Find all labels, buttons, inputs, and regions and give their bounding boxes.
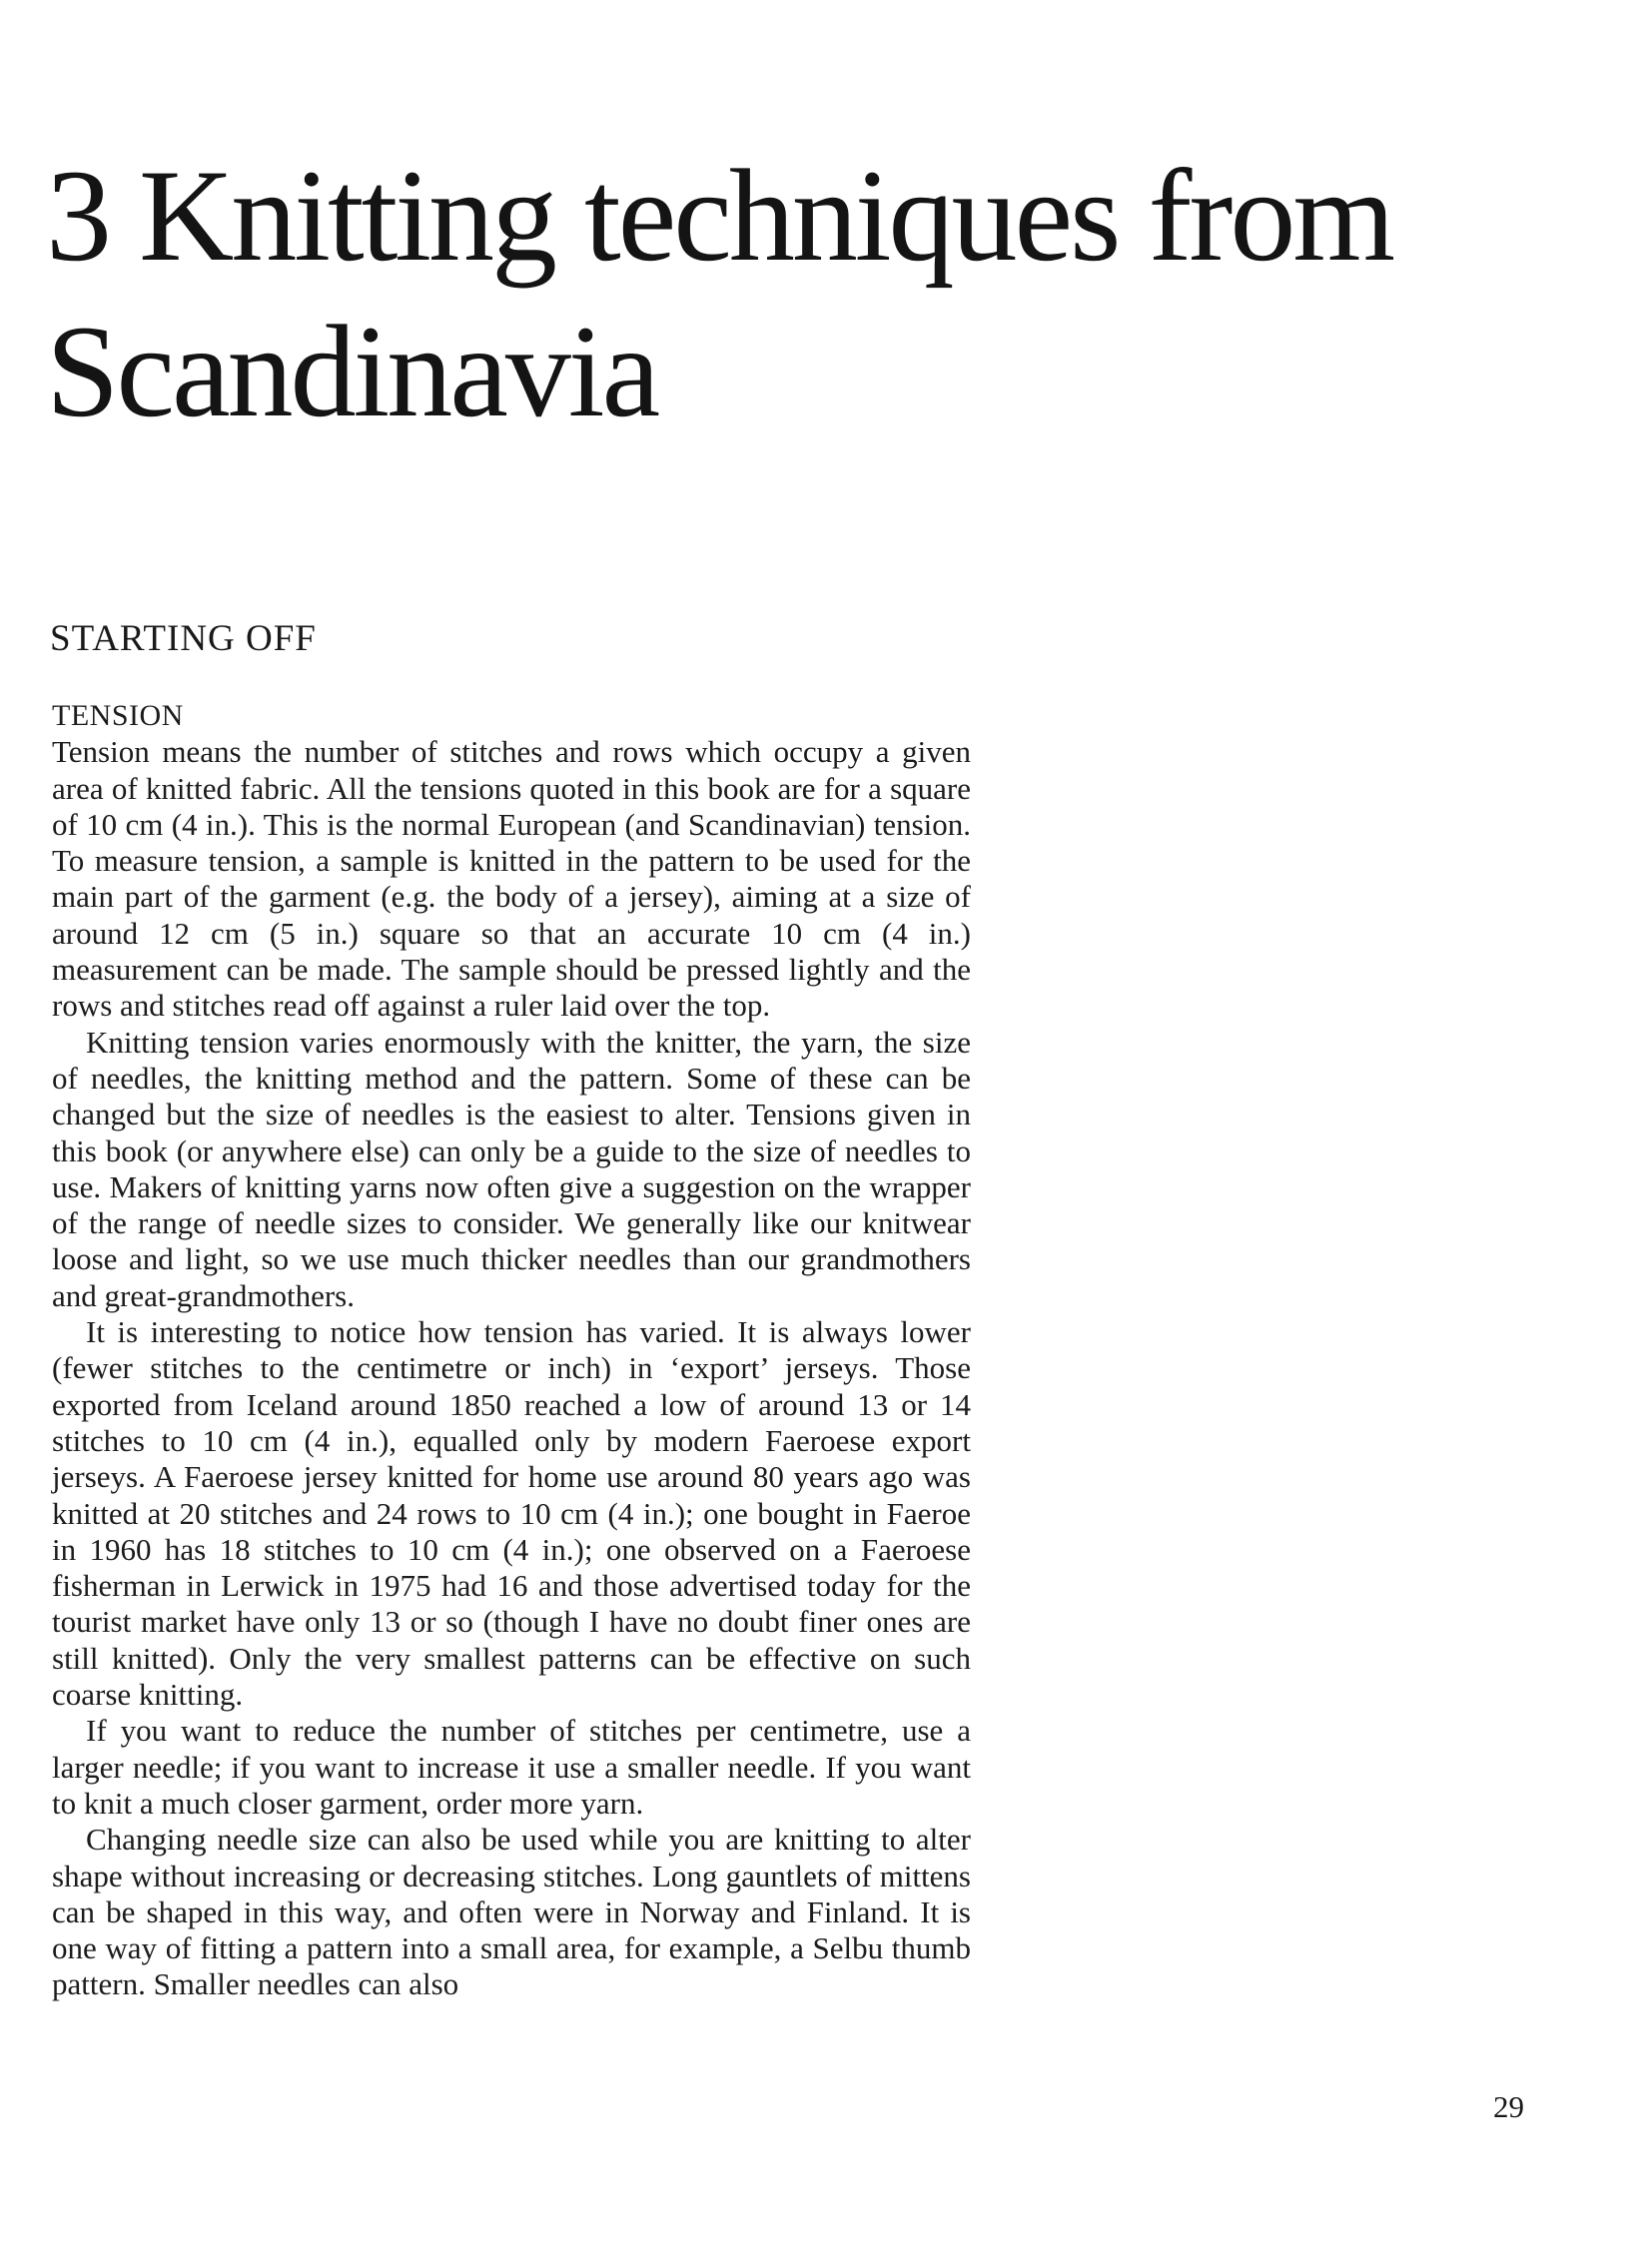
paragraph: Changing needle size can also be used while you are knitting to alter shape without increasing or decreasing stitches. Long gauntlets of mittens can be shaped in this way, and often were in Norway and Finland. It is one way of fitting a pattern into a small area, for example, a Selbu thumb pattern. Smaller needles can also bbox=[52, 1822, 971, 2002]
paragraph: Knitting tension varies enormously with the knitter, the yarn, the size of needles, the knitting method and the pattern. Some of these can be changed but the size of needles is the easiest to alter. Tensions given in this book (or anywhere else) can only be a guide to the size of needles to use. Makers of knitting yarns now often give a suggestion on the wrapper of the range of needle sizes to consider. We generally like our knitwear loose and light, so we use much thicker needles than our grandmothers and great-grandmothers. bbox=[52, 1024, 971, 1313]
chapter-title-line-1: 3 Knitting techniques from bbox=[46, 142, 1393, 289]
page-number: 29 bbox=[1493, 2089, 1524, 2124]
section-heading: STARTING OFF bbox=[50, 618, 317, 659]
paragraph: If you want to reduce the number of stitches per centimetre, use a larger needle; if you want to increase it use a smaller needle. If you want to knit a much closer garment, order more yarn. bbox=[52, 1713, 971, 1821]
body-text bbox=[52, 698, 971, 2003]
chapter-title-line-2: Scandinavia bbox=[46, 298, 658, 444]
paragraph: Tension means the number of stitches and rows which occupy a given area of knitted fabric. All the tensions quoted in this book are for a square of 10 cm (4 in.). This is the normal European (and Scandinavian) tension. To measure tension, a sample is knitted in the pattern to be used for the main part of the garment (e.g. the body of a jersey), aiming at a size of around 12 cm (5 in.) square so that an accurate 10 cm (4 in.) measurement can be made. The sample should be pressed lightly and the rows and stitches read off against a ruler laid over the top. bbox=[52, 734, 971, 1024]
chapter-title bbox=[46, 138, 1544, 449]
subheading-tension: TENSION bbox=[52, 699, 184, 732]
paragraph: It is interesting to notice how tension has varied. It is always lower (fewer stitches to the centimetre or inch) in ‘export’ jerseys. Those exported from Iceland around 1850 reached a low of around 13 or 14 stitches to 10 cm (4 in.), equalled only by modern Faeroese export jerseys. A Faeroese jersey knitted for home use around 80 years ago was knitted at 20 stitches and 24 rows to 10 cm (4 in.); one bought in Faeroe in 1960 has 18 stitches to 10 cm (4 in.); one observed on a Faeroese fisherman in Lerwick in 1975 had 16 and those advertised today for the tourist market have only 13 or so (though I have no doubt finer ones are still knitted). Only the very smallest patterns can be effective on such coarse knitting. bbox=[52, 1314, 971, 1713]
